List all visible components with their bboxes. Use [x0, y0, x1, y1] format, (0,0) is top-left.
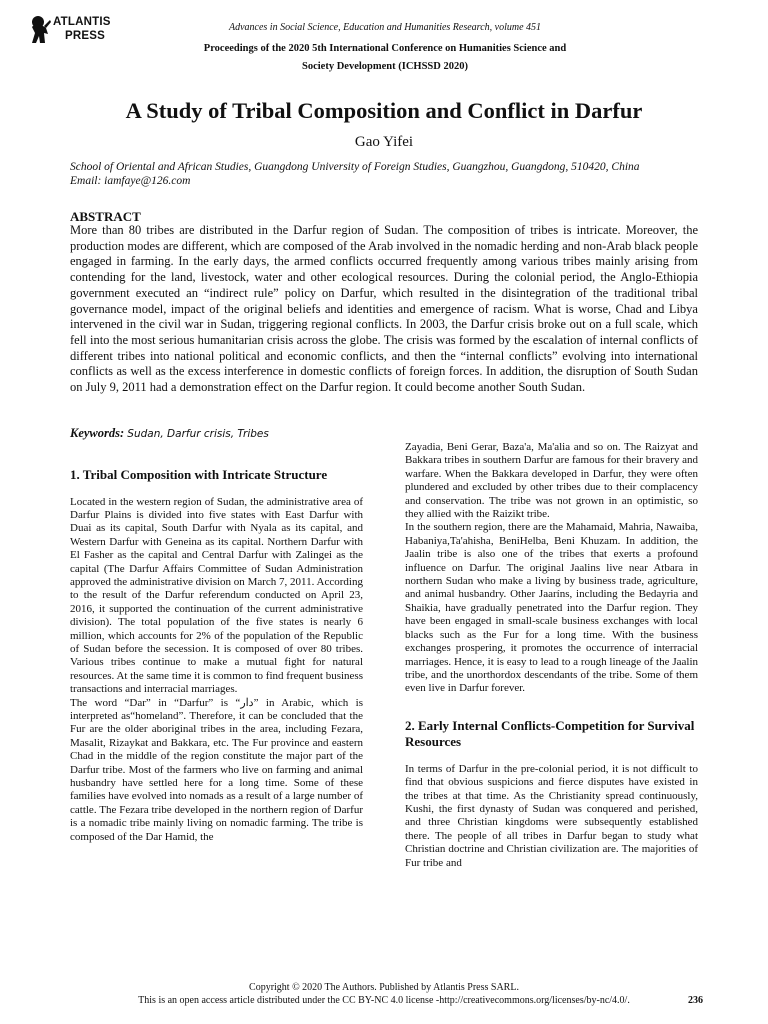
section-1-paragraph-3: Zayadia, Beni Gerar, Baza'a, Ma'alia and so on. The Raizyat and Bakkara tribes in southern Darfur are famous for their bravery and warfare. When the Bakkara developed in Darfur, they were often plundered and excluded by other tribes due to their complacency and conservation. The tribe was not grown in an optimistic, so they allied with the Raizikt tribe.	[405, 441, 698, 521]
right-column	[405, 441, 698, 870]
publisher-logo	[30, 14, 122, 48]
proceedings-line-2: Society Development (ICHSSD 2020)	[302, 61, 468, 72]
section-1-paragraph-1: Located in the western region of Sudan, the administrative area of Darfur Plains is divided into five states with East Darfur with Duai as its capital, South Darfur with Nyala as its capital, and Western Darfur with Geneina as its capital. Northern Darfur with El Fasher as the capital and Central Darfur with Zalingei as the capital (The Darfur Affairs Committee of Sudan Administration approved the administrative division on March 7, 2011. According to the result of the Darfur referendum conducted on April 23, 2016, it supported the continuation of the current administrative division). The total population of the five states is nearly 6 million, which accounts for 2% of the population of the Republic of Sudan before the secession. It is composed of over 80 tribes. Various tribes continue to make a mutual fight for natural resources. At the same time it is common to find frequent business transactions and interracial marriages.	[70, 495, 363, 696]
affiliation-block	[70, 160, 710, 188]
keywords-line	[70, 426, 269, 441]
email: Email: iamfaye@126.com	[70, 175, 191, 187]
footer-license: This is an open access article distributed under the CC BY-NC 4.0 license -http://creativecommons.org/licenses/by-nc/4.0/.	[138, 995, 630, 1006]
proceedings-line-1: Proceedings of the 2020 5th International Conference on Humanities Science and	[203, 43, 567, 54]
keywords-value: Sudan, Darfur crisis, Tribes	[127, 428, 269, 440]
logo-text-atlantis: ATLANTIS	[53, 16, 111, 28]
section-1-paragraph-2: The word “Dar” in “Darfur” is “دار” in Arabic, which is interpreted as“homeland”. Therefore, it can be concluded that the Fur are the older aboriginal tribes in the area, including Fezara, Masalit, Rizaykat and Bakkara, etc. The Fur province and eastern Chad in the middle of the region constitute the major part of the Darfur tribe. Most of the farmers who live on farming and animal husbandry have settled here for a long time. Some of these families have evolved into nomads as a result of a large number of cattle. The Fezara tribe developed in the northern region of Darfur is a nomadic tribe mainly living on nomadic farming. The tribe is composed of the Dar Hamid, the	[70, 696, 363, 843]
section-2-heading: 2. Early Internal Conflicts-Competition for Survival Resources	[405, 717, 695, 750]
author-name: Gao Yifei	[354, 134, 414, 150]
footer-copyright: Copyright © 2020 The Authors. Published by Atlantis Press SARL.	[249, 982, 519, 993]
page-number: 236	[688, 995, 703, 1006]
atlas-figure-icon	[30, 14, 52, 44]
section-1-heading: 1. Tribal Composition with Intricate Structure	[70, 467, 328, 482]
section-1-paragraph-4: In the southern region, there are the Mahamaid, Mahria, Nawaiba, Habaniya,Ta'ahisha, BeniHelba, Beni Khuzam. In addition, the Jaalin tribe is also one of the tribes that exerts a profound influence on Darfur. The original Jaalins live near Atbara in northern Sudan who make a living by business trade, agriculture, and animal husbandry. Other Jaaríns, including the Bedayria and Shaikia, have gradually penetrated into the Darfur region. They have been engaged in small-scale business exchanges with local blacks such as the Fur for a long time. With the business exchanges prospering, it promotes the occurrence of interracial marriages. Hence, it is easy to lead to a rough lineage of the Jaalin tribe, and the unorthordox descendants of the tribe. Some of them even live in Darfur forever.	[405, 521, 698, 695]
paper-title: A Study of Tribal Composition and Conflict in Darfur	[125, 98, 643, 123]
abstract-heading: ABSTRACT	[70, 209, 141, 224]
proceedings-title	[150, 40, 620, 76]
section-2-paragraph-1: In terms of Darfur in the pre-colonial period, it is not difficult to find that obvious suspicions and fierce disputes have existed in the tribes at that time. As the Christianity spread continuously, Kushi, the first dynasty of Sudan was conquered and perished, and three Christian kingdoms were subsequently established there. The people of all tribes in Darfur began to study what Christian doctrine and Christian civilization are. The majorities of Fur tribe and	[405, 762, 698, 869]
logo-text-press: PRESS	[65, 30, 105, 42]
keywords-label: Keywords:	[70, 426, 125, 440]
series-title: Advances in Social Science, Education and Humanities Research, volume 451	[228, 22, 542, 33]
affiliation: School of Oriental and African Studies, Guangdong University of Foreign Studies, Guangzhou, Guangdong, 510420, China	[70, 161, 640, 173]
abstract-text: More than 80 tribes are distributed in the Darfur region of Sudan. The composition of tribes is intricate. Moreover, the production modes are different, which are composed of the Arab involved in the nomadic herding and non-Arab black people engaged in farming. In the early days, the armed conflicts occurred frequently among various tribes mainly arising from contending for the land, livestock, water and other ecological resources. During the colonial period, the Anglo-Ethiopia government executed an “indirect rule” policy on Darfur, which resulted in the disintegration of the traditional tribal governance model, impact of the original beliefs and identities and emergence of racism. What is worse, Chad and Libya intervened in the civil war in Sudan, triggering regional conflicts. In 2003, the Darfur crisis broke out on a full scale, which fell into the most serious humanitarian crisis across the globe. The crisis was formed by the escalation of internal conflicts of different tribes into national political and economic conflicts, and then the “internal conflicts” evolving into international conflicts as well as the excess interference in domestic conflicts of foreign forces. In addition, the disruption of South Sudan on July 9, 2011 had a demonstration effect on the Darfur region. It could become another South Sudan.	[70, 223, 698, 395]
left-column	[70, 467, 363, 844]
